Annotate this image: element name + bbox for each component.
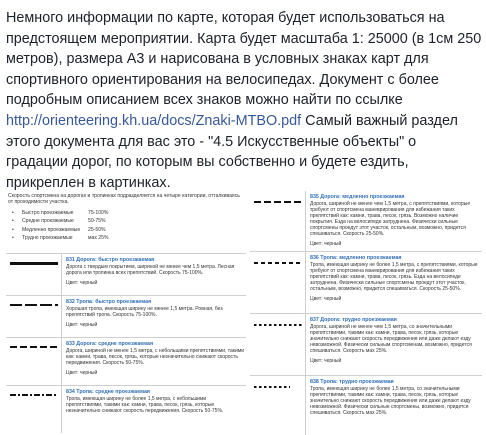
road-medium-line-icon [10, 346, 58, 348]
document-link[interactable]: http://orienteering.kh.ua/docs/Znaki-MTBO.pdf [6, 112, 302, 129]
symbol-title: 832 Тропа: быстро проезжаемая [66, 298, 152, 305]
symbol-sample-cell [6, 338, 62, 385]
symbol-description [66, 299, 244, 328]
symbol-body: Дорога, шириной не менее чем 1,5 метра, со значительными препятствиями, такими как: камни, трава, песок, грязь, которые значительно снижают скорость передвижения или даже делают езду невозможной. Физически сильным спортсменам, возможно, придется спешиваться. Скорость мах 25%. [310, 324, 472, 354]
symbol-title: 831 Дорога: быстро проезжаемая [66, 256, 155, 263]
symbol-sample-cell [250, 191, 306, 251]
symbol-title: 837 Дорога: трудно проезжаемая [310, 317, 397, 323]
speed-class-item [12, 226, 246, 235]
bullet-icon: • [12, 226, 14, 233]
symbol-description [310, 379, 480, 416]
symbol-color: Цвет: черный [66, 279, 98, 286]
symbol-description [310, 194, 480, 247]
speed-intro: Скорость спортсмена на дорогах и тропинках подразделяется на четыре категории, отталкиваясь от проходимости участка. [8, 193, 240, 206]
symbol-title: 834 Тропа: средне проезжаемая [66, 388, 151, 395]
symbol-body: Хорошая тропа, имеющая ширину не менее 1,5 метра. Ровная, без препятствий тропа. Скорость 75-100%. [66, 305, 223, 318]
speed-class-range: 50-75% [88, 218, 106, 225]
symbol-sample-cell [250, 252, 306, 313]
speed-class-list [6, 205, 246, 242]
symbol-body: Тропа, имеющая ширину не более 1,5 метра, с препятствиями, которые требуют от спортсмена маневрирования для избежания таких препятствий как: камни, трава, песок, грязь. Езда на велосипеде затруднена. Физически сильные спортсмены проедут этот участок, остальным, возможно, придется спешиваться. Скорость 25-50%. [310, 262, 478, 292]
speed-class-name: Средне проезжаемые [22, 218, 74, 225]
symbol-body: Дорога, шириной не менее 1,5 метра, с небольшими препятствиями, такими как: камни, трава, песок, грязь, которые незначительно снижают скорость передвижения. Скорость 50-75%. [66, 347, 244, 366]
speed-class-range: 25-50% [88, 226, 106, 233]
symbol-row [250, 375, 482, 435]
symbol-row [6, 295, 246, 337]
post-text [6, 8, 482, 193]
speed-class-name: Трудно проезжаемые [22, 235, 73, 242]
symbol-description [310, 255, 480, 302]
bullet-icon: • [12, 209, 14, 216]
track-slow-line-icon [254, 262, 302, 264]
symbol-color: Цвет: черный [310, 296, 342, 302]
symbol-title: 838 Тропа: трудно проезжаемая [310, 379, 394, 385]
symbol-description [66, 341, 244, 376]
symbol-title: 835 Дорога: медленно проезжаемая [310, 194, 405, 200]
attached-image-right[interactable] [250, 191, 482, 435]
symbol-sample-cell [250, 376, 306, 435]
symbol-color: Цвет: черный [66, 369, 98, 376]
symbol-color: Цвет: черный [66, 321, 98, 328]
track-difficult-line-icon [254, 386, 290, 388]
symbol-row [6, 385, 246, 433]
speed-class-item [12, 217, 246, 226]
track-fast-line-icon [10, 304, 58, 306]
post-text-before-link: Немного информации по карте, которая будет использоваться на предстоящем мероприятии. Карта будет масштаба 1: 25000 (в 1см 250 метров), размера А3 и нарисована в условных знаках карт для спортивного ориентирования на велосипедах. Документ с более подробным описанием всех знаков можно найти по ссылке [6, 10, 482, 109]
symbol-row [250, 191, 482, 251]
speed-class-name: Быстро проезжаемые [22, 209, 74, 216]
symbol-color: Цвет: черный [310, 358, 342, 364]
track-medium-line-icon [10, 394, 58, 396]
speed-class-item [12, 234, 246, 243]
speed-class-item [12, 208, 246, 217]
speed-class-range: мах 25% [88, 235, 109, 242]
speed-class-name: Медленно проезжаемые [22, 226, 81, 233]
symbol-sample-cell [6, 254, 62, 295]
symbol-sample-cell [250, 314, 306, 375]
symbol-row [250, 313, 482, 375]
attached-images [0, 191, 486, 435]
symbol-sample-cell [6, 386, 62, 433]
symbol-row [6, 337, 246, 385]
symbol-row [250, 251, 482, 313]
speed-class-range: 75-100% [88, 209, 109, 216]
symbol-description [310, 317, 480, 364]
symbol-body: Дорога, шириной не менее чем 1,5 метра, с препятствиями, которые требуют от спортсмена маневрирования для избежания таких препятствий как: камни, трава, песок, грязь. Возможно наличие покрытия. Езда на велосипеде затруднена. Физически сильные спортсмены проедут этот участок, остальным, возможно, придется спешиваться. Скорость 25-50%. [310, 201, 471, 237]
road-fast-line-icon [10, 262, 58, 265]
symbol-description [66, 389, 244, 414]
attached-image-left[interactable] [6, 191, 246, 435]
road-difficult-line-icon [254, 324, 302, 326]
bullet-icon: • [12, 218, 14, 225]
symbol-body: Тропа, имеющая ширину не более 1,5 метра, со значительными препятствиями, такими как: камни, трава, песок, грязь, которые значительно снижают скорость передвижения или даже делают езду невозможной. Физически сильные спортсмены, возможно, придется спешиваться. Скорость мах 25%. [310, 386, 471, 416]
symbol-body: Тропа, имеющая ширину не более 1,5 метра, с небольшими препятствиями, такими как: камни, трава, песок, грязь, которые незначительно снижают скорость передвижения. Скорость 50-75%. [66, 395, 224, 414]
symbol-sample-cell [6, 296, 62, 337]
symbol-title: 836 Тропа: медленно проезжаемая [310, 255, 402, 261]
symbol-row [6, 253, 246, 295]
road-slow-line-icon [254, 201, 302, 203]
post-text-after-link: Самый важный раздел этого документа для вас это - "4.5 Искусственные объекты" о градации дорог, по которым вы собственно и будете ездить, прикреплен в картинках. [6, 112, 458, 191]
bullet-icon: • [12, 235, 14, 242]
symbol-title: 833 Дорога: средне проезжаемая [66, 340, 154, 347]
symbol-color: Цвет: черный [310, 241, 342, 247]
symbol-body: Дорога с твердым покрытием, шириной не менее чем 1,5 метра. Лесная дорога или тропинка всех препятствий. Скорость 75-100%. [66, 263, 235, 276]
symbol-description [66, 257, 244, 286]
